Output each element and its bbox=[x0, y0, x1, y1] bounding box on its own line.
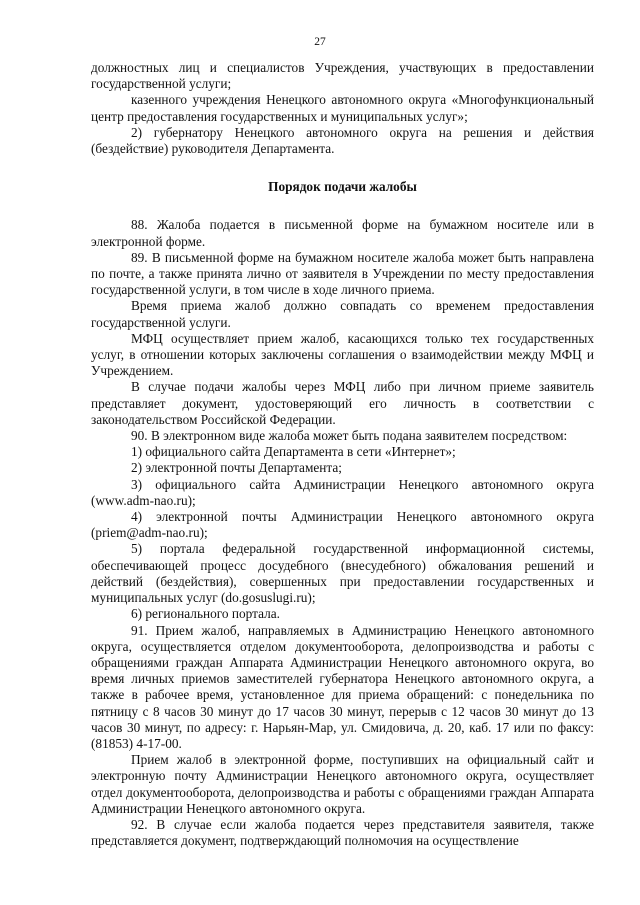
intro-paragraphs bbox=[91, 60, 594, 157]
list-item: 5) портала федеральной государственной информационной системы, обеспечивающей процесс досудебного (внесудебного) обжалования решений и действий (бездействия), совершенных при предоставлении государственных и муниципальных услуг (do.gosuslugi.ru); bbox=[91, 541, 594, 606]
paragraph: 89. В письменной форме на бумажном носителе жалоба может быть направлена по почте, а также принята лично от заявителя в Учреждении по месту предоставления государственной услуги, в том числе в ходе личного приема. bbox=[91, 249, 594, 298]
section-heading: Порядок подачи жалобы bbox=[268, 179, 417, 195]
page-number: 27 bbox=[314, 36, 326, 48]
paragraph: казенного учреждения Ненецкого автономного округа «Многофункциональный центр предоставления государственных и муниципальных услуг»; bbox=[91, 92, 594, 124]
paragraph: должностных лиц и специалистов Учреждения, участвующих в предоставлении государственной услуги; bbox=[91, 60, 594, 92]
paragraph: Время приема жалоб должно совпадать со временем предоставления государственной услуги. bbox=[91, 298, 594, 330]
paragraph: В случае подачи жалобы через МФЦ либо при личном приеме заявитель представляет документ, удостоверяющий его личность в соответствии с законодательством Российской Федерации. bbox=[91, 379, 594, 427]
paragraph: 92. В случае если жалоба подается через представителя заявителя, также представляется документ, подтверждающий полномочия на осуществление bbox=[91, 816, 594, 849]
paragraph: 90. В электронном виде жалоба может быть подана заявителем посредством: bbox=[131, 428, 568, 444]
paragraph: 88. Жалоба подается в письменной форме на бумажном носителе или в электронной форме. bbox=[91, 217, 594, 249]
list-item: 6) регионального портала. bbox=[131, 606, 280, 622]
paragraph: 91. Прием жалоб, направляемых в Администрацию Ненецкого автономного округа, осуществляется отделом документооборота, делопроизводства и работы с обращениями граждан Аппарата Администрации Ненецкого автономного округа, во время личных приемов заместителей губернатора Ненецкого автономного округа, а также в рабочее время, установленное для приема обращений: с понедельника по пятницу с 8 часов 30 минут до 17 часов 30 минут, перерыв с 12 часов 30 минут до 13 часов 30 минут, по адресу: г. Нарьян-Мар, ул. Смидовича, д. 20, каб. 17 или по факсу: (81853) 4-17-00. bbox=[91, 622, 594, 751]
document-body bbox=[91, 60, 594, 849]
paragraph: 2) губернатору Ненецкого автономного округа на решения и действия (бездействие) руководителя Департамента. bbox=[91, 124, 594, 157]
list-item: 1) официального сайта Департамента в сети «Интернет»; bbox=[131, 444, 456, 460]
paragraph: МФЦ осуществляет прием жалоб, касающихся только тех государственных услуг, в отношении которых заключены соглашения о взаимодействии между МФЦ и Учреждением. bbox=[91, 330, 594, 379]
list-item: 3) официального сайта Администрации Ненецкого автономного округа (www.adm-nao.ru); bbox=[91, 476, 594, 508]
list-item: 2) электронной почты Департамента; bbox=[131, 460, 342, 476]
list-item: 4) электронной почты Администрации Ненецкого автономного округа (priem@adm-nao.ru); bbox=[91, 509, 594, 541]
paragraph: Прием жалоб в электронной форме, поступивших на официальный сайт и электронную почту Администрации Ненецкого автономного округа, осуществляет отдел документооборота, делопроизводства и работы с обращениями граждан Аппарата Администрации Ненецкого автономного округа. bbox=[91, 752, 594, 816]
section-paragraphs bbox=[91, 217, 594, 849]
